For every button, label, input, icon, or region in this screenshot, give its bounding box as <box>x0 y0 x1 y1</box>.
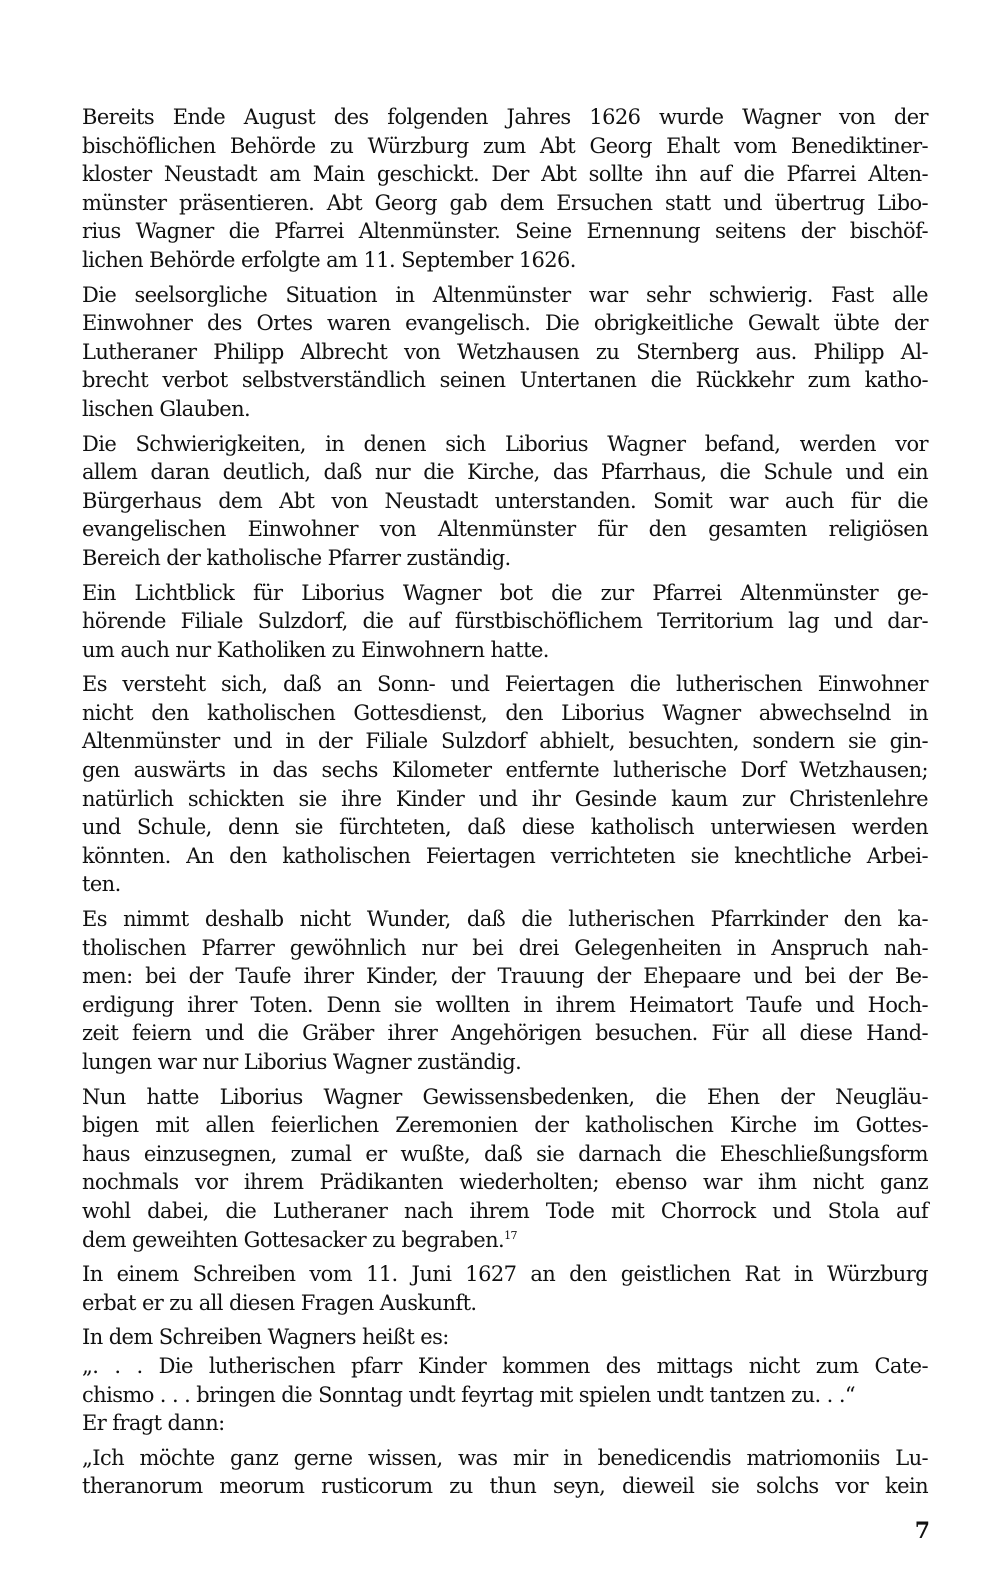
text-line: Die Schwierigkeiten, in denen sich Liborius Wagner befand, werden vor <box>82 431 928 456</box>
text-line: erdigung ihrer Toten. Denn sie wollten in ihrem Heimatort Taufe und Hoch- <box>82 992 928 1017</box>
text-line: nochmals vor ihrem Prädikanten wiederholten; ebenso war ihm nicht ganz <box>82 1170 928 1195</box>
text-line: evangelischen Einwohner von Altenmünster für den gesamten religiösen <box>82 517 928 542</box>
text-line: men: bei der Taufe ihrer Kinder, der Trauung der Ehepaare und bei der Be- <box>82 964 928 989</box>
text-line: und Schule, denn sie fürchteten, daß diese katholisch unterwiesen werden <box>82 815 928 840</box>
text-line: Es versteht sich, daß an Sonn- und Feiertagen die lutherischen Einwohner <box>82 672 928 697</box>
paragraph-5 <box>82 670 928 899</box>
text-line: brecht verbot selbstverständlich seinen Untertanen die Rückkehr zum katho- <box>82 368 928 393</box>
text-line: dem geweihten Gottesacker zu begraben. <box>82 1227 505 1252</box>
document-body <box>82 103 928 1501</box>
text-line: wohl dabei, die Lutheraner nach ihrem Tode mit Chorrock und Stola auf <box>82 1198 928 1223</box>
paragraph-9 <box>82 1323 928 1352</box>
paragraph-2 <box>82 281 928 424</box>
text-line: bischöflichen Behörde zu Würzburg zum Abt Georg Ehalt vom Benediktiner- <box>82 133 928 158</box>
text-line: kloster Neustadt am Main geschickt. Der Abt sollte ihn auf die Pfarrei Alten- <box>82 162 928 187</box>
text-line: Bereits Ende August des folgenden Jahres 1626 wurde Wagner von der <box>82 105 928 129</box>
text-line: „Ich möchte ganz gerne wissen, was mir in benedicendis matriomoniis Lu- <box>82 1445 928 1470</box>
text-line: hörende Filiale Sulzdorf, die auf fürstbischöflichem Territorium lag und dar- <box>82 609 928 634</box>
text-line: rius Wagner die Pfarrei Altenmünster. Seine Ernennung seitens der bischöf- <box>82 219 928 244</box>
text-line: Einwohner des Ortes waren evangelisch. Die obrigkeitliche Gewalt übte der <box>82 311 928 336</box>
text-line: um auch nur Katholiken zu Einwohnern hatte. <box>82 637 549 662</box>
paragraph-6 <box>82 905 928 1077</box>
text-line: lischen Glauben. <box>82 396 251 421</box>
footnote-reference: 17 <box>504 1228 517 1242</box>
text-line: Er fragt dann: <box>82 1411 225 1436</box>
paragraph-4 <box>82 579 928 665</box>
text-line: Die seelsorgliche Situation in Altenmünster war sehr schwierig. Fast alle <box>82 282 928 307</box>
page-number: 7 <box>914 1518 930 1544</box>
text-line: Es nimmt deshalb nicht Wunder, daß die lutherischen Pfarrkinder den ka- <box>82 907 928 932</box>
text-line: nicht den katholischen Gottesdienst, den Liborius Wagner abwechselnd in <box>82 700 928 725</box>
text-line: In einem Schreiben vom 11. Juni 1627 an den geistlichen Rat in Würzburg <box>82 1262 928 1287</box>
text-line: Bürgerhaus dem Abt von Neustadt unterstanden. Somit war auch für die <box>82 488 928 513</box>
text-line: tholischen Pfarrer gewöhnlich nur bei drei Gelegenheiten in Anspruch nah- <box>82 935 928 960</box>
text-line: haus einzusegnen, zumal er wußte, daß sie darnach die Eheschließungsform <box>82 1141 928 1166</box>
text-line: bigen mit allen feierlichen Zeremonien der katholischen Kirche im Gottes- <box>82 1113 928 1138</box>
text-line: Ein Lichtblick für Liborius Wagner bot die zur Pfarrei Altenmünster ge- <box>82 580 928 605</box>
text-line: ten. <box>82 872 121 897</box>
text-line: lichen Behörde erfolgte am 11. September 1626. <box>82 247 576 272</box>
quote-2 <box>82 1444 928 1501</box>
text-line: allem daran deutlich, daß nur die Kirche, das Pfarrhaus, die Schule und ein <box>82 460 928 485</box>
text-line: natürlich schickten sie ihre Kinder und ihr Gesinde kaum zur Christenlehre <box>82 786 928 811</box>
paragraph-7 <box>82 1083 928 1255</box>
text-line: münster präsentieren. Abt Georg gab dem Ersuchen statt und übertrug Libo- <box>82 190 928 215</box>
paragraph-1 <box>82 103 928 275</box>
text-line: theranorum meorum rusticorum zu thun seyn, dieweil sie solchs vor kein <box>82 1474 928 1499</box>
text-line: könnten. An den katholischen Feiertagen verrichteten sie knechtliche Arbei- <box>82 843 928 868</box>
text-line: Lutheraner Philipp Albrecht von Wetzhausen zu Sternberg aus. Philipp Al- <box>82 339 928 364</box>
quote-1 <box>82 1352 928 1409</box>
text-line-with-footnote <box>82 1226 928 1255</box>
paragraph-3 <box>82 430 928 573</box>
paragraph-8 <box>82 1260 928 1317</box>
text-line: Nun hatte Liborius Wagner Gewissensbedenken, die Ehen der Neugläu- <box>82 1084 928 1109</box>
text-line: zeit feiern und die Gräber ihrer Angehörigen besuchen. Für all diese Hand- <box>82 1021 928 1046</box>
text-line: gen auswärts in das sechs Kilometer entfernte lutherische Dorf Wetzhausen; <box>82 758 928 783</box>
paragraph-11 <box>82 1409 928 1438</box>
text-line: chismo . . . bringen die Sonntag undt feyrtag mit spielen undt tantzen zu. . .“ <box>82 1382 856 1407</box>
text-line: erbat er zu all diesen Fragen Auskunft. <box>82 1290 477 1315</box>
text-line: In dem Schreiben Wagners heißt es: <box>82 1325 449 1350</box>
text-line: Bereich der katholische Pfarrer zuständig. <box>82 545 511 570</box>
text-line: „. . . Die lutherischen pfarr Kinder kommen des mittags nicht zum Cate- <box>82 1353 928 1378</box>
text-line: Altenmünster und in der Filiale Sulzdorf abhielt, besuchten, sondern sie gin- <box>82 729 928 754</box>
text-line: lungen war nur Liborius Wagner zuständig. <box>82 1050 522 1074</box>
